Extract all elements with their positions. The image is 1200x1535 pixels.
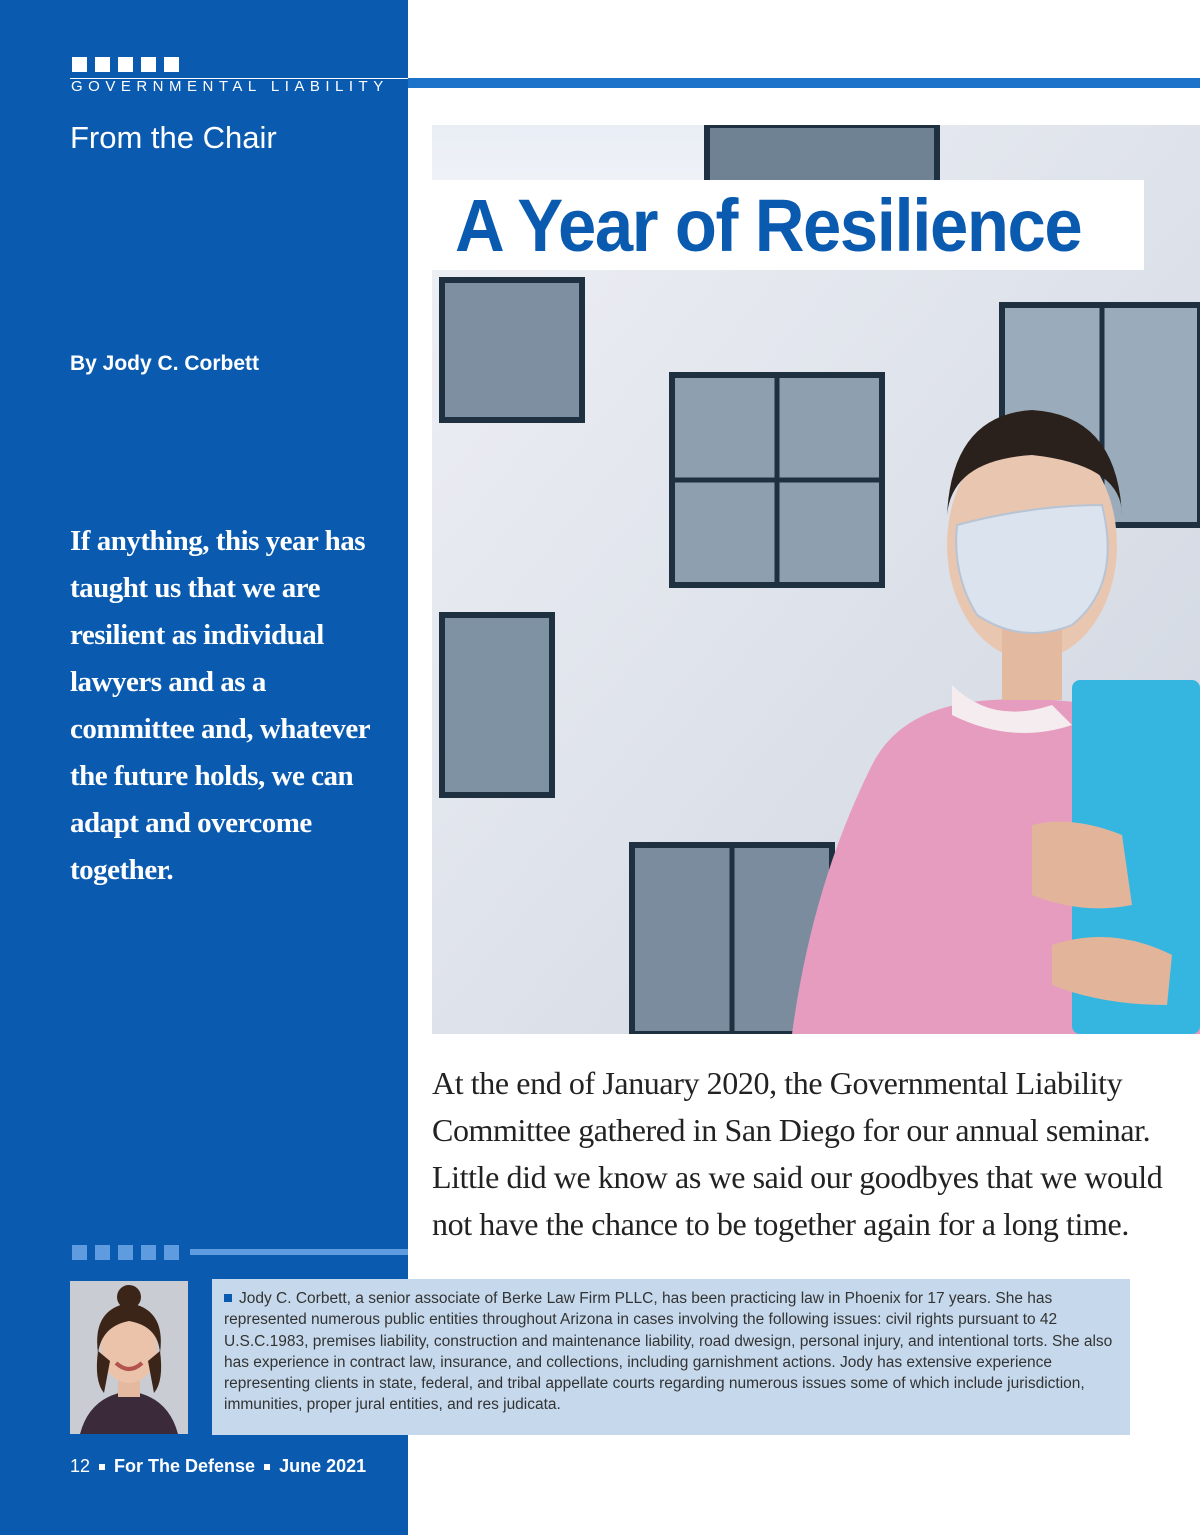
publication-name: For The Defense [114, 1456, 256, 1476]
header-rule [408, 78, 1200, 88]
author-bio-text: Jody C. Corbett, a senior associate of Berke Law Firm PLLC, has been practicing law in Phoenix for 17 years. She has represented numerous public entities throughout Arizona in cases involving the following issues: civil rights pursuant to 42 U.S.C.1983, premises liability, construction and maintenance liability, road dwesign, personal injury, and intentional torts. She also has experience in contract law, insurance, and collections, including garnishment actions. Jody has extensive experience representing clients in state, federal, and tribal appellate courts regarding numerous issues some of which include jurisdiction, immunities, proper jural entities, and res judicata. [224, 1290, 1113, 1414]
bullet-square-icon [224, 1294, 232, 1302]
page-footer [70, 1456, 366, 1477]
author-headshot [70, 1281, 188, 1434]
author-bio [224, 1288, 1116, 1416]
author-bio-box [212, 1279, 1130, 1435]
issue-date: June 2021 [279, 1456, 367, 1476]
section-marker-squares [72, 57, 179, 72]
separator-square-icon [99, 1464, 105, 1470]
article-title: A Year of Resilience [455, 184, 1082, 267]
bio-marker-squares [72, 1245, 179, 1260]
byline: By Jody C. Corbett [70, 352, 260, 375]
page-number: 12 [70, 1456, 91, 1476]
separator-square-icon [264, 1464, 270, 1470]
bio-rule [190, 1249, 408, 1255]
section-label: GOVERNMENTAL LIABILITY [71, 78, 389, 95]
intro-paragraph: At the end of January 2020, the Governmental Liability Committee gathered in San Diego for our annual seminar. Little did we know as we said our goodbyes that we would not have the chance to be together again for a long time. [432, 1065, 1163, 1242]
pull-quote: If anything, this year has taught us that we are resilient as individual lawyers and as a committee and, whatever the future holds, we can adapt and overcome together. [70, 525, 370, 886]
department-heading: From the Chair [70, 120, 277, 155]
